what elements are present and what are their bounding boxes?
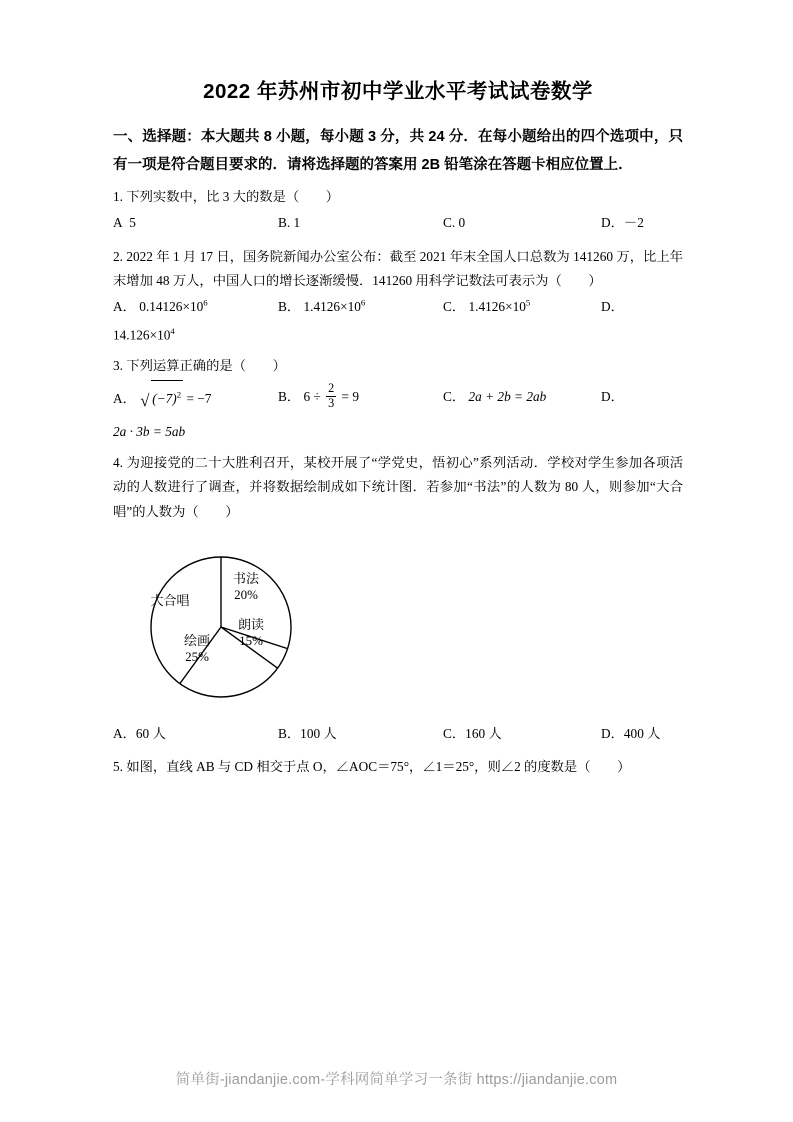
page-title: 2022 年苏州市初中学业水平考试试卷数学 — [203, 80, 593, 103]
q2-a-value: $0.14126\times 10^6$ — [139, 297, 208, 314]
pie-label-huihua: 绘画 25% — [183, 632, 210, 665]
q3-option-d-value[interactable]: 2a · 3b = 5ab — [113, 424, 186, 440]
question-4-stem — [113, 451, 683, 525]
question-1-number: 1. — [113, 189, 123, 205]
question-1-stem — [113, 185, 683, 209]
q2-a-label: A． — [113, 298, 136, 314]
q2-option-a[interactable] — [113, 295, 278, 319]
q4-option-a[interactable]: A．60 人 — [113, 725, 166, 741]
watermark: 简单街-jiandanjie.com-学科网简单学习一条街 https://jiandanjie.com — [175, 1072, 618, 1088]
q1-option-a[interactable]: A 5 — [113, 214, 136, 230]
q3-option-c[interactable]: C． 2a + 2b = 2ab — [443, 388, 547, 404]
question-3-text: 下列运算正确的是（ ） — [126, 357, 286, 373]
pie-label-shufa: 书法 20% — [232, 570, 259, 603]
pie-chart-figure — [113, 535, 683, 720]
question-5-text: 如图，直线 AB 与 CD 相交于点 O，∠AOC＝75°，∠1＝25°，则∠2 的度数是（ ） — [126, 759, 631, 775]
section-heading: 一、选择题：本大题共 8 小题，每小题 3 分，共 24 分．在每小题给出的四个选项中，只有一项是符合题目要求的．请将选择题的答案用 2B 铅笔涂在答题卡相应位置上． — [113, 128, 683, 173]
question-1-text: 下列实数中，比 3 大的数是（ ） — [126, 189, 340, 205]
question-1-options — [113, 211, 683, 235]
q2-option-d-value[interactable]: $14.126\times 10^4$ — [113, 325, 175, 343]
q3-option-a[interactable]: A． √ $(-7)^2 = -7$ — [113, 380, 278, 417]
document-body — [113, 78, 683, 780]
question-3-options — [113, 380, 683, 417]
pie-label-langdu: 朗读 15% — [237, 616, 264, 649]
q2-option-b[interactable] — [278, 295, 443, 319]
q4-option-d[interactable]: D．400 人 — [601, 725, 661, 741]
q4-option-b[interactable]: B．100 人 — [278, 725, 337, 741]
q4-option-c[interactable]: C．160 人 — [443, 725, 502, 741]
question-2-text: 2022 年 1 月 17 日，国务院新闻办公室公布：截至 2021 年末全国人口总数为 141260 万，比上年末增加 48 万人，中国人口的增长逐渐缓慢．141260 用科学记数法可表示为（ ） — [113, 248, 683, 289]
question-2-options — [113, 295, 683, 319]
pie-chart — [135, 541, 307, 713]
q3-b-fraction: $\frac{2}{3}$ — [328, 381, 335, 410]
question-2-stem — [113, 245, 683, 294]
q2-b-value: $1.4126\times 10^6$ — [303, 297, 366, 314]
question-5-number: 5. — [113, 759, 123, 775]
question-4-number: 4. — [113, 454, 123, 470]
q2-b-label: B． — [278, 298, 301, 314]
q1-option-c[interactable]: C. 0 — [443, 214, 466, 230]
q2-option-d-label[interactable]: D． — [601, 298, 624, 314]
q3-a-sqrt: √ $(-7)^2$ — [140, 380, 183, 417]
pie-label-dahechang: 大合唱 — [150, 592, 190, 608]
question-4-options — [113, 722, 683, 746]
q3-option-d-label[interactable]: D． — [601, 388, 624, 404]
q2-c-label: C． — [443, 298, 466, 314]
question-5-stem — [113, 755, 683, 780]
question-3-number: 3. — [113, 357, 123, 373]
q2-option-c[interactable] — [443, 295, 601, 319]
question-2-number: 2. — [113, 248, 123, 264]
question-4-text: 为迎接党的二十大胜利召开，某校开展了“学党史，悟初心”系列活动．学校对学生参加各项活动的人数进行了调查，并将数据绘制成如下统计图．若参加“书法”的人数为 80 人，则参加“大合唱”的人数为（ ） — [113, 454, 683, 519]
q2-c-value: $1.4126\times 10^5$ — [468, 297, 531, 314]
q3-option-b[interactable]: B． 6 ÷ $\frac{2}{3}$ = 9 — [278, 381, 360, 410]
q1-option-d[interactable]: D．－2 — [601, 214, 644, 230]
question-3-stem — [113, 354, 683, 378]
q1-option-b[interactable]: B. 1 — [278, 214, 301, 230]
